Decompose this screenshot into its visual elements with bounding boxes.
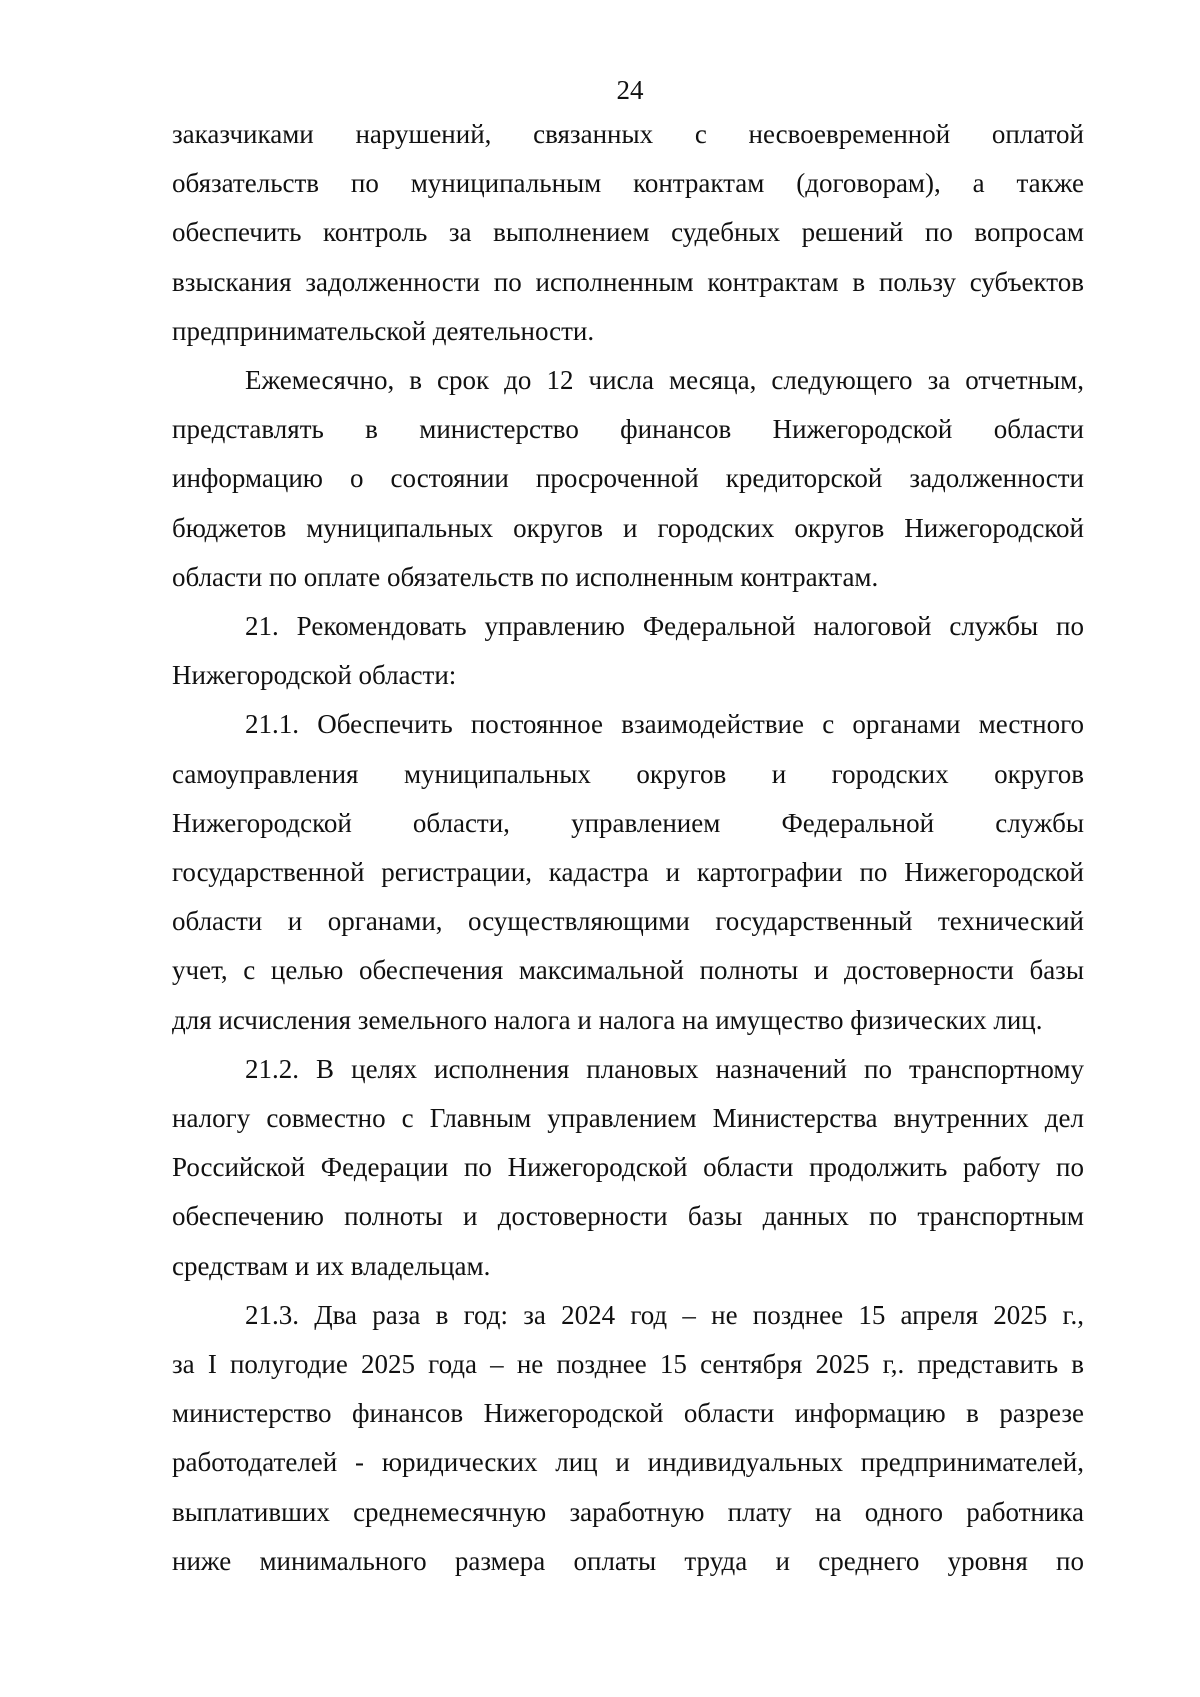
text-line: информацию о состоянии просроченной кредиторской задолженности xyxy=(172,463,1084,494)
page-number: 24 xyxy=(616,75,644,105)
text-line: обеспечению полноты и достоверности базы данных по транспортным xyxy=(172,1201,1084,1232)
text-line: для исчисления земельного налога и налога на имущество физических лиц. xyxy=(172,1004,1043,1035)
text-line: взыскания задолженности по исполненным контрактам в пользу субъектов xyxy=(172,266,1084,297)
text-line: Ежемесячно, в срок до 12 числа месяца, следующего за отчетным, xyxy=(245,365,1084,396)
text-line: 21.1. Обеспечить постоянное взаимодействие с органами местного xyxy=(245,709,1084,740)
text-line: области и органами, осуществляющими государственный технический xyxy=(172,906,1084,937)
text-line: обязательств по муниципальным контрактам (договорам), а также xyxy=(172,168,1084,199)
text-line: 21. Рекомендовать управлению Федеральной налоговой службы по xyxy=(245,611,1084,642)
text-line: учет, с целью обеспечения максимальной полноты и достоверности базы xyxy=(172,955,1084,986)
text-line: обеспечить контроль за выполнением судебных решений по вопросам xyxy=(172,217,1084,248)
paragraph-item-21-2 xyxy=(172,1045,1084,1291)
text-line: министерство финансов Нижегородской области информацию в разрезе xyxy=(172,1398,1084,1429)
text-line: самоуправления муниципальных округов и городских округов xyxy=(172,758,1084,789)
text-line: средствам и их владельцам. xyxy=(172,1250,491,1281)
text-line: области по оплате обязательств по исполненным контрактам. xyxy=(172,561,879,592)
text-line: 21.3. Два раза в год: за 2024 год – не позднее 15 апреля 2025 г., xyxy=(245,1299,1084,1330)
text-line: Нижегородской области, управлением Федеральной службы xyxy=(172,807,1084,838)
text-line: 21.2. В целях исполнения плановых назначений по транспортному xyxy=(245,1053,1084,1084)
paragraph-monthly-report xyxy=(172,356,1084,602)
text-line: за I полугодие 2025 года – не позднее 15 сентября 2025 г,. представить в xyxy=(172,1349,1084,1380)
text-line: заказчиками нарушений, связанных с несвоевременной оплатой xyxy=(172,119,1084,149)
text-line: работодателей - юридических лиц и индивидуальных предпринимателей, xyxy=(172,1447,1084,1478)
paragraph-item-21 xyxy=(172,602,1084,700)
paragraph-continuation xyxy=(172,110,1084,356)
text-line: представлять в министерство финансов Нижегородской области xyxy=(172,414,1084,445)
paragraph-item-21-3 xyxy=(172,1291,1084,1586)
text-line: ниже минимального размера оплаты труда и среднего уровня по xyxy=(172,1545,1084,1576)
text-line: налогу совместно с Главным управлением Министерства внутренних дел xyxy=(172,1103,1084,1134)
document-body xyxy=(172,110,1084,1586)
text-line: бюджетов муниципальных округов и городских округов Нижегородской xyxy=(172,512,1084,543)
text-line: государственной регистрации, кадастра и картографии по Нижегородской xyxy=(172,857,1084,888)
paragraph-item-21-1 xyxy=(172,700,1084,1044)
text-line: Нижегородской области: xyxy=(172,660,457,691)
text-line: Российской Федерации по Нижегородской области продолжить работу по xyxy=(172,1152,1084,1183)
text-line: предпринимательской деятельности. xyxy=(172,315,595,346)
text-line: выплативших среднемесячную заработную плату на одного работника xyxy=(172,1496,1084,1527)
